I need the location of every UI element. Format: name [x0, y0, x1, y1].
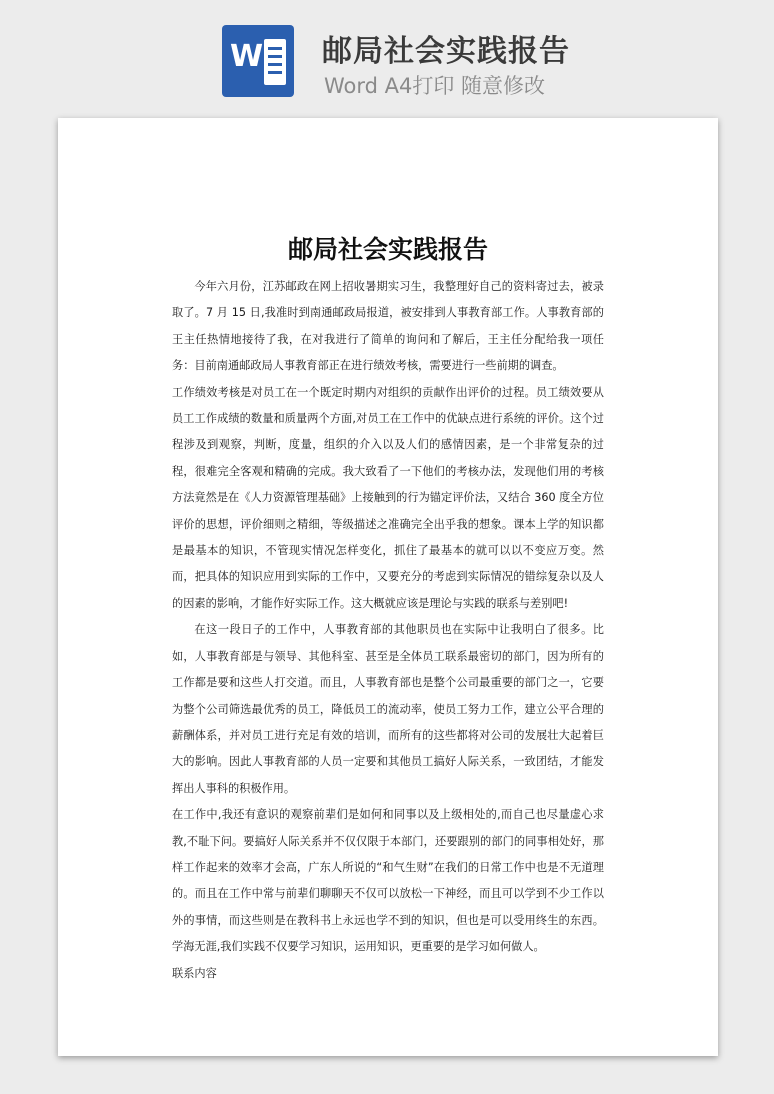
document-title: 邮局社会实践报告 [287, 235, 488, 264]
paragraph: 今年六月份，江苏邮政在网上招收暑期实习生，我整理好自己的资料寄过去，被录取了。7 月 15 日,我准时到南通邮政局报道，被安排到人事教育部工作。人事教育部的王主任热情地接待了我，在对我进行了简单的询问和了解后，王主任分配给我一项任务：目前南通邮政局人事教育部正在进行绩效考核，需要进行一些前期的调查。 [172, 280, 604, 373]
document-body [172, 274, 604, 987]
paragraph: 在工作中,我还有意识的观察前辈们是如何和同事以及上级相处的,而自己也尽量虚心求教,不耻下问。要搞好人际关系并不仅仅限于本部门，还要跟别的部门的同事相处好，那样工作起来的效率才会高，广东人所说的“和气生财”在我们的日常工作中也是不无道理的。而且在工作中常与前辈们聊聊天不仅可以放松一下神经，而且可以学到不少工作以外的事情，而这些则是在教科书上永远也学不到的知识，但也是可以受用终生的东西。学海无涯,我们实践不仅要学习知识，运用知识，更重要的是学习如何做人。 [172, 808, 604, 954]
paragraph: 在这一段日子的工作中，人事教育部的其他职员也在实际中让我明白了很多。比如，人事教育部是与领导、其他科室、甚至是全体员工联系最密切的部门，因为所有的工作都是要和这些人打交道。而且，人事教育部也是整个公司最重要的部门之一，它要为整个公司筛选最优秀的员工，降低员工的流动率，使员工努力工作，建立公平合理的薪酬体系，并对员工进行充足有效的培训，而所有的这些都将对公司的发展壮大起着巨大的影响。因此人事教育部的人员一定要和其他员工搞好人际关系，一致团结，才能发挥出人事科的积极作用。 [172, 623, 604, 795]
page-header [0, 0, 774, 118]
word-icon-letter: W [230, 39, 264, 74]
word-document-icon [222, 25, 294, 97]
word-icon-lines [264, 39, 286, 85]
header-title: 邮局社会实践报告 [322, 34, 570, 69]
paragraph: 工作绩效考核是对员工在一个既定时期内对组织的贡献作出评价的过程。员工绩效要从员工工作成绩的数量和质量两个方面,对员工在工作中的优缺点进行系统的评价。这个过程涉及到观察，判断，度量，组织的介入以及人们的感情因素，是一个非常复杂的过程，很难完全客观和精确的完成。我大致看了一下他们的考核办法，发现他们用的考核方法竟然是在《人力资源管理基础》上接触到的行为锚定评价法，又结合 360 度全方位评价的思想，评价细则之精细，等级描述之准确完全出乎我的想象。课本上学的知识都是最基本的知识，不管现实情况怎样变化，抓住了最基本的就可以以不变应万变。然而，把具体的知识应用到实际的工作中，又要充分的考虑到实际情况的错综复杂以及人的因素的影响，才能作好实际工作。这大概就应该是理论与实践的联系与差别吧! [172, 385, 604, 610]
header-subtitle: Word A4打印 随意修改 [324, 74, 546, 98]
paragraph: 联系内容 [172, 966, 217, 980]
document-page [58, 118, 718, 1056]
